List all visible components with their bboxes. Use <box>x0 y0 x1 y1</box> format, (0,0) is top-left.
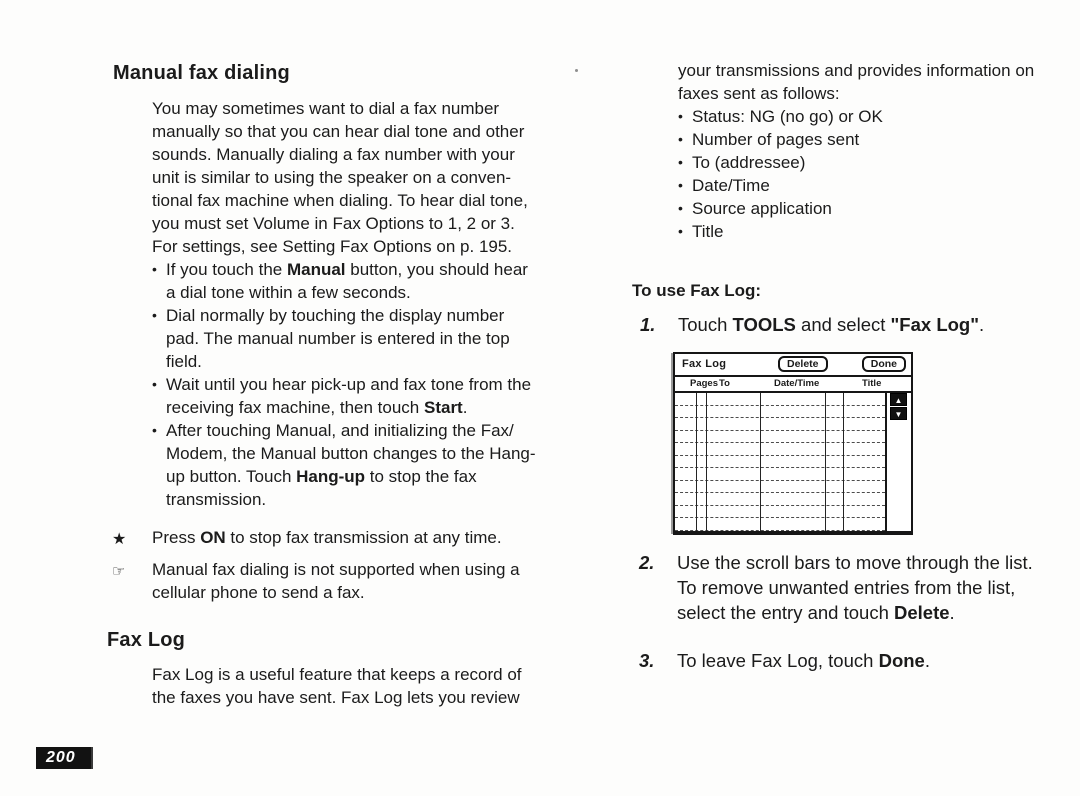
paragraph-line: your transmissions and provides information on <box>678 61 1035 80</box>
scroll-up-icon: ▲ <box>890 393 907 406</box>
fax-log-window-title: Fax Log <box>682 358 727 370</box>
paragraph-line: You may sometimes want to dial a fax number <box>152 99 500 118</box>
bullet-item-line: transmission. <box>166 490 267 509</box>
column-divider <box>760 393 761 531</box>
bullet-icon: • <box>678 200 683 216</box>
bullet-icon: • <box>152 261 157 277</box>
step-1-text: Touch TOOLS and select "Fax Log". <box>678 314 985 335</box>
section-heading-fax-log: Fax Log <box>107 629 186 651</box>
bullet-icon: • <box>152 307 157 323</box>
star-icon: ★ <box>112 531 127 548</box>
delete-button: Delete <box>778 356 828 372</box>
page-number-badge: 200 <box>36 747 93 769</box>
step-number: 2. <box>639 552 655 573</box>
hand-note-line: cellular phone to send a fax. <box>152 583 365 602</box>
bullet-item-pages: • Number of pages sent <box>678 130 860 149</box>
paragraph-line: manually so that you can hear dial tone and other <box>152 122 525 141</box>
fax-log-paragraph <box>152 663 522 709</box>
step-1 <box>640 312 985 337</box>
step-3-text: To leave Fax Log, touch Done. <box>677 650 930 671</box>
scrollbar <box>885 393 911 531</box>
bullet-icon: • <box>678 108 683 124</box>
column-divider <box>706 393 707 531</box>
bullet-item-datetime: • Date/Time <box>678 176 770 195</box>
manual-dialing-paragraph <box>152 97 536 511</box>
paragraph-line: the faxes you have sent. Fax Log lets you review <box>152 688 520 707</box>
bullet-item-line: a dial tone within a few seconds. <box>166 283 411 302</box>
fax-log-screenshot <box>673 352 913 535</box>
column-header-to: To <box>719 378 730 389</box>
step-2 <box>639 550 1033 625</box>
scroll-down-icon: ▼ <box>890 407 907 420</box>
step-number: 3. <box>639 650 655 671</box>
section-heading-manual-fax-dialing: Manual fax dialing <box>113 62 290 84</box>
paragraph-line: faxes sent as follows: <box>678 84 840 103</box>
bullet-icon: • <box>152 376 157 392</box>
hand-note-line: Manual fax dialing is not supported when using a <box>152 560 520 579</box>
step-3 <box>639 648 930 673</box>
bullet-item-source: • Source application <box>678 199 832 218</box>
bullet-item-after-manual: • After touching Manual, and initializing the Fax/ <box>152 421 514 440</box>
column-divider <box>843 393 844 531</box>
column-divider <box>825 393 826 531</box>
bullet-item-wait-pickup: • Wait until you hear pick-up and fax tone from the <box>152 375 532 394</box>
pointing-hand-icon: ☞ <box>112 563 126 580</box>
bullet-icon: • <box>152 422 157 438</box>
bullet-item-manual-button: • If you touch the Manual button, you should hear <box>152 260 528 279</box>
paragraph-line: unit is similar to using the speaker on a conven- <box>152 168 512 187</box>
paragraph-line: For settings, see Setting Fax Options on p. 195. <box>152 237 513 256</box>
bullet-icon: • <box>678 223 683 239</box>
bullet-item-line: field. <box>166 352 202 371</box>
column-divider <box>696 393 697 531</box>
paragraph-line: Fax Log is a useful feature that keeps a record of <box>152 665 522 684</box>
bullet-item-status: • Status: NG (no go) or OK <box>678 107 883 126</box>
bullet-item-line: Modem, the Manual button changes to the Hang- <box>166 444 536 463</box>
column-header-datetime: Date/Time <box>774 378 820 389</box>
hand-note <box>112 558 520 604</box>
bullet-item-to: • To (addressee) <box>678 153 806 172</box>
column-header-pages: Pages <box>690 378 718 389</box>
done-button: Done <box>862 356 906 372</box>
star-note-text: Press ON to stop fax transmission at any time. <box>152 528 502 547</box>
bullet-item-title: • Title <box>678 222 724 241</box>
fax-log-titlebar <box>675 354 911 377</box>
bullet-icon: • <box>678 154 683 170</box>
paragraph-line: tional fax machine when dialing. To hear dial tone, <box>152 191 528 210</box>
step-2-line: select the entry and touch Delete. <box>677 602 955 623</box>
fax-log-table-body <box>675 393 911 531</box>
scan-speck <box>575 69 578 72</box>
step-2-line: Use the scroll bars to move through the list. <box>677 552 1033 573</box>
subheading-to-use-fax-log: To use Fax Log: <box>632 281 762 300</box>
fax-log-intro <box>678 59 1034 243</box>
bullet-icon: • <box>678 177 683 193</box>
step-2-line: To remove unwanted entries from the list, <box>677 577 1016 598</box>
bullet-item-line: receiving fax machine, then touch Start. <box>166 398 468 417</box>
column-header-title: Title <box>862 378 882 389</box>
fax-log-rows <box>675 393 885 531</box>
paragraph-line: you must set Volume in Fax Options to 1, 2 or 3. <box>152 214 515 233</box>
paragraph-line: sounds. Manually dialing a fax number with your <box>152 145 515 164</box>
step-number: 1. <box>640 314 656 335</box>
bullet-item-line: pad. The manual number is entered in the top <box>166 329 510 348</box>
bullet-item-dial-normally: • Dial normally by touching the display number <box>152 306 505 325</box>
bullet-item-line: up button. Touch Hang-up to stop the fax <box>166 467 477 486</box>
bullet-icon: • <box>678 131 683 147</box>
star-note <box>112 526 502 549</box>
fax-log-column-headers <box>675 377 911 393</box>
